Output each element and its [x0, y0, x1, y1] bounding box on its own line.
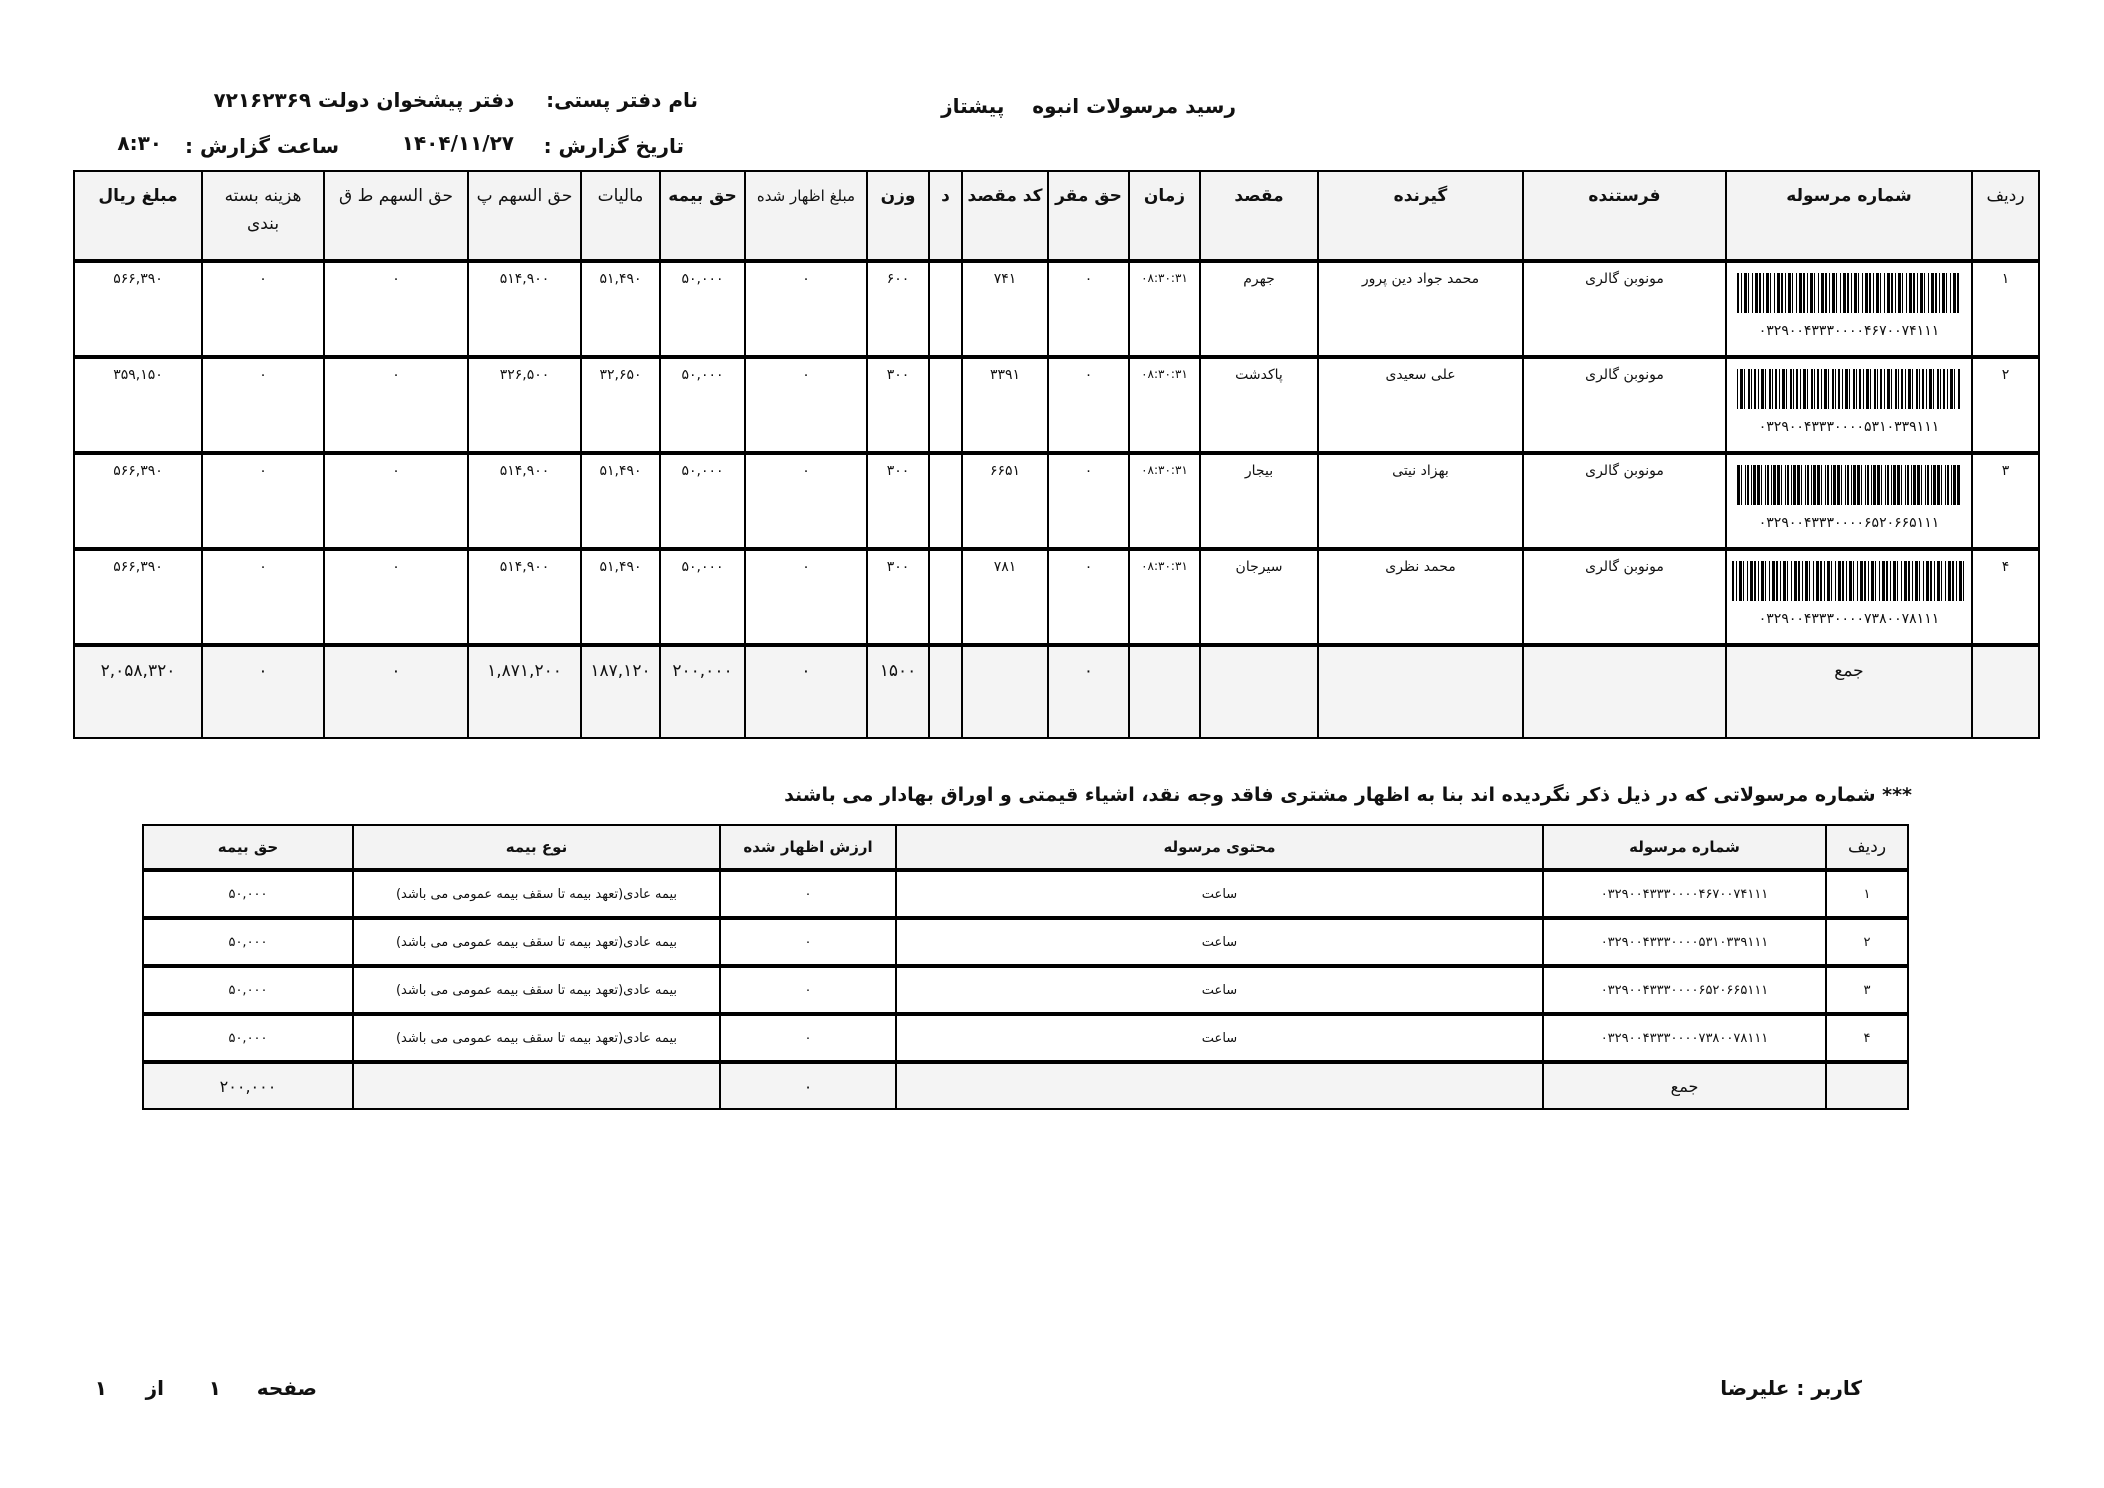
- cell-packing: ۰: [202, 261, 324, 357]
- user-label: کاربر : علیرضا: [1720, 1376, 1862, 1400]
- cell-insurance: ۵۰,۰۰۰: [143, 966, 353, 1014]
- cell-content: ساعت: [896, 966, 1543, 1014]
- table-row: [143, 918, 1908, 966]
- cell-amount: ۳۵۹,۱۵۰: [74, 357, 202, 453]
- cell-time: ۰۸:۳۰:۳۱: [1129, 261, 1200, 357]
- total-packing: ۰: [202, 645, 324, 738]
- cell-d: [929, 453, 962, 549]
- total-label: جمع: [1543, 1062, 1826, 1109]
- cell-row: ۲: [1972, 357, 2039, 453]
- cell-recipient: محمد جواد دین پرور: [1318, 261, 1523, 357]
- cell-recipient: محمد نظری: [1318, 549, 1523, 645]
- col-tracking: شماره مرسوله: [1543, 825, 1826, 870]
- table-row: [74, 453, 2039, 549]
- cell-declared: ۰: [745, 549, 867, 645]
- page-label: صفحه: [256, 1376, 317, 1400]
- cell-row: ۱: [1826, 870, 1908, 918]
- cell-row: ۳: [1972, 453, 2039, 549]
- table-row: [74, 261, 2039, 357]
- cell-share-p: ۵۱۴,۹۰۰: [468, 453, 581, 549]
- cell-insurance: ۵۰,۰۰۰: [143, 918, 353, 966]
- cell-share-tq: ۰: [324, 357, 468, 453]
- total-declared: ۰: [720, 1062, 896, 1109]
- col-insurance-type: نوع بیمه: [353, 825, 720, 870]
- cell-d: [929, 357, 962, 453]
- time-label: ساعت گزارش :: [185, 134, 339, 158]
- cell-insurance-type: بیمه عادی(تعهد بیمه تا سقف بیمه عمومی می باشد): [353, 966, 720, 1014]
- col-destination: مقصد: [1200, 171, 1318, 261]
- office-label: نام دفتر پستی:: [546, 88, 698, 112]
- cell-d: [929, 645, 962, 738]
- col-weight: وزن: [867, 171, 929, 261]
- cell-sender: مونوبن گالری: [1523, 549, 1726, 645]
- cell-weight: ۳۰۰: [867, 357, 929, 453]
- barcode-icon: [1732, 561, 1966, 601]
- cell-tax: ۵۱,۴۹۰: [581, 453, 660, 549]
- cell-time: ۰۸:۳۰:۳۱: [1129, 549, 1200, 645]
- cell-tax: ۳۲,۶۵۰: [581, 357, 660, 453]
- tracking-number: ۰۳۲۹۰۰۴۳۳۳۰۰۰۰۶۵۲۰۶۶۵۱۱۱: [1758, 515, 1940, 531]
- total-declared: ۰: [745, 645, 867, 738]
- table-header-row: [143, 825, 1908, 870]
- cell-weight: ۳۰۰: [867, 549, 929, 645]
- cell-d: [929, 261, 962, 357]
- col-tracking: شماره مرسوله: [1726, 171, 1972, 261]
- cell-declared: ۰: [720, 918, 896, 966]
- cell-content: ساعت: [896, 1014, 1543, 1062]
- barcode-icon: [1737, 369, 1961, 409]
- cell-destination: جهرم: [1200, 261, 1318, 357]
- cell-dest-code: ۳۳۹۱: [962, 357, 1048, 453]
- col-dest-code: کد مقصد: [962, 171, 1048, 261]
- cell-insurance: ۵۰,۰۰۰: [660, 261, 745, 357]
- cell-sender: [1523, 645, 1726, 738]
- cell-insurance-type: بیمه عادی(تعهد بیمه تا سقف بیمه عمومی می باشد): [353, 1014, 720, 1062]
- cell-destination: [1200, 645, 1318, 738]
- cell-time: [1129, 645, 1200, 738]
- total-share-p: ۱,۸۷۱,۲۰۰: [468, 645, 581, 738]
- page-current: ۱: [208, 1376, 221, 1400]
- cell-haq-maqar: ۰: [1048, 357, 1129, 453]
- cell-insurance: ۵۰,۰۰۰: [660, 549, 745, 645]
- cell-recipient: علی سعیدی: [1318, 357, 1523, 453]
- cell-tracking: [1726, 549, 1972, 645]
- table-row: [74, 357, 2039, 453]
- cell-amount: ۵۶۶,۳۹۰: [74, 453, 202, 549]
- cell-content: [896, 1062, 1543, 1109]
- page-of-label: از: [145, 1376, 164, 1400]
- cell-dest-code: [962, 645, 1048, 738]
- col-share-p: حق السهم پ: [468, 171, 581, 261]
- cell-insurance: ۵۰,۰۰۰: [660, 453, 745, 549]
- cell-insurance: ۵۰,۰۰۰: [143, 870, 353, 918]
- cell-row: ۴: [1972, 549, 2039, 645]
- cell-destination: سیرجان: [1200, 549, 1318, 645]
- cell-dest-code: ۷۴۱: [962, 261, 1048, 357]
- cell-declared: ۰: [745, 453, 867, 549]
- cell-tracking: ۰۳۲۹۰۰۴۳۳۳۰۰۰۰۵۳۱۰۳۳۹۱۱۱: [1543, 918, 1826, 966]
- cell-tracking: ۰۳۲۹۰۰۴۳۳۳۰۰۰۰۴۶۷۰۰۷۴۱۱۱: [1543, 870, 1826, 918]
- cell-share-p: ۳۲۶,۵۰۰: [468, 357, 581, 453]
- cell-insurance-type: بیمه عادی(تعهد بیمه تا سقف بیمه عمومی می باشد): [353, 918, 720, 966]
- cell-weight: ۶۰۰: [867, 261, 929, 357]
- col-content: محتوی مرسوله: [896, 825, 1543, 870]
- cell-share-p: ۵۱۴,۹۰۰: [468, 549, 581, 645]
- page-total: ۱: [94, 1376, 107, 1400]
- cell-declared: ۰: [745, 357, 867, 453]
- col-time: زمان: [1129, 171, 1200, 261]
- total-weight: ۱۵۰۰: [867, 645, 929, 738]
- cell-amount: ۵۶۶,۳۹۰: [74, 261, 202, 357]
- cell-time: ۰۸:۳۰:۳۱: [1129, 357, 1200, 453]
- cell-share-tq: ۰: [324, 549, 468, 645]
- cell-tax: ۵۱,۴۹۰: [581, 549, 660, 645]
- cell-haq-maqar: ۰: [1048, 453, 1129, 549]
- cell-sender: مونوبن گالری: [1523, 357, 1726, 453]
- cell-haq-maqar: ۰: [1048, 261, 1129, 357]
- cell-tax: ۵۱,۴۹۰: [581, 261, 660, 357]
- col-row: ردیف: [1972, 171, 2039, 261]
- cell-insurance: ۵۰,۰۰۰: [143, 1014, 353, 1062]
- cell-declared: ۰: [720, 1014, 896, 1062]
- cell-row: [1972, 645, 2039, 738]
- col-share-tq: حق السهم ط ق: [324, 171, 468, 261]
- cell-destination: پاکدشت: [1200, 357, 1318, 453]
- cell-recipient: [1318, 645, 1523, 738]
- office-name: دفتر پیشخوان دولت ۷۲۱۶۲۳۶۹: [213, 88, 515, 112]
- cell-packing: ۰: [202, 549, 324, 645]
- date-label: تاریخ گزارش :: [543, 134, 684, 158]
- cell-recipient: بهزاد نیتی: [1318, 453, 1523, 549]
- cell-share-tq: ۰: [324, 453, 468, 549]
- cell-insurance-type: بیمه عادی(تعهد بیمه تا سقف بیمه عمومی می باشد): [353, 870, 720, 918]
- tracking-number: ۰۳۲۹۰۰۴۳۳۳۰۰۰۰۵۳۱۰۳۳۹۱۱۱: [1758, 419, 1940, 435]
- cell-destination: بیجار: [1200, 453, 1318, 549]
- cell-packing: ۰: [202, 357, 324, 453]
- barcode-icon: [1737, 273, 1961, 313]
- cell-insurance-type: [353, 1062, 720, 1109]
- col-packing: هزینه بسته بندی: [202, 171, 324, 261]
- total-insurance: ۲۰۰,۰۰۰: [660, 645, 745, 738]
- time-value: ۸:۳۰: [117, 131, 162, 155]
- col-recipient: گیرنده: [1318, 171, 1523, 261]
- cell-share-tq: ۰: [324, 261, 468, 357]
- report-title: [941, 94, 1236, 118]
- barcode-icon: [1737, 465, 1961, 505]
- cell-amount: ۵۶۶,۳۹۰: [74, 549, 202, 645]
- cell-row: ۲: [1826, 918, 1908, 966]
- cell-haq-maqar: ۰: [1048, 549, 1129, 645]
- col-insurance: حق بیمه: [143, 825, 353, 870]
- col-declared: مبلغ اظهار شده: [745, 171, 867, 261]
- cell-declared: ۰: [745, 261, 867, 357]
- table-row: [143, 1014, 1908, 1062]
- insured-items-table: [142, 824, 1909, 1110]
- cell-row: [1826, 1062, 1908, 1109]
- total-share-tq: ۰: [324, 645, 468, 738]
- cell-content: ساعت: [896, 870, 1543, 918]
- col-haq-maqar: حق مقر: [1048, 171, 1129, 261]
- col-row: ردیف: [1826, 825, 1908, 870]
- shipments-table: [73, 170, 2040, 739]
- table-total-row: [74, 645, 2039, 738]
- cell-tracking: [1726, 261, 1972, 357]
- total-insurance: ۲۰۰,۰۰۰: [143, 1062, 353, 1109]
- cell-weight: ۳۰۰: [867, 453, 929, 549]
- col-tax: مالیات: [581, 171, 660, 261]
- cell-tracking: ۰۳۲۹۰۰۴۳۳۳۰۰۰۰۷۳۸۰۰۷۸۱۱۱: [1543, 1014, 1826, 1062]
- cell-insurance: ۵۰,۰۰۰: [660, 357, 745, 453]
- cell-row: ۳: [1826, 966, 1908, 1014]
- cell-row: ۴: [1826, 1014, 1908, 1062]
- cell-tracking: [1726, 453, 1972, 549]
- cell-dest-code: ۷۸۱: [962, 549, 1048, 645]
- total-tax: ۱۸۷,۱۲۰: [581, 645, 660, 738]
- cell-time: ۰۸:۳۰:۳۱: [1129, 453, 1200, 549]
- table-total-row: [143, 1062, 1908, 1109]
- table-row: [143, 870, 1908, 918]
- cell-sender: مونوبن گالری: [1523, 453, 1726, 549]
- notice-text: *** شماره مرسولاتی که در ذیل ذکر نگردیده اند بنا به اظهار مشتری فاقد وجه نقد، اشیاء قیمتی و اوراق بهادار می باشند: [784, 784, 1912, 806]
- tracking-number: ۰۳۲۹۰۰۴۳۳۳۰۰۰۰۴۶۷۰۰۷۴۱۱۱: [1758, 323, 1940, 339]
- col-amount: مبلغ ریال: [74, 171, 202, 261]
- cell-share-p: ۵۱۴,۹۰۰: [468, 261, 581, 357]
- total-haq-maqar: ۰: [1048, 645, 1129, 738]
- cell-tracking: ۰۳۲۹۰۰۴۳۳۳۰۰۰۰۶۵۲۰۶۶۵۱۱۱: [1543, 966, 1826, 1014]
- date-value: ۱۴۰۴/۱۱/۲۷: [401, 131, 514, 155]
- total-amount: ۲,۰۵۸,۳۲۰: [74, 645, 202, 738]
- cell-content: ساعت: [896, 918, 1543, 966]
- col-d: د: [929, 171, 962, 261]
- tracking-number: ۰۳۲۹۰۰۴۳۳۳۰۰۰۰۷۳۸۰۰۷۸۱۱۱: [1758, 611, 1940, 627]
- table-row: [74, 549, 2039, 645]
- cell-packing: ۰: [202, 453, 324, 549]
- col-sender: فرستنده: [1523, 171, 1726, 261]
- table-header-row: [74, 171, 2039, 261]
- col-insurance: حق بیمه: [660, 171, 745, 261]
- cell-dest-code: ۶۶۵۱: [962, 453, 1048, 549]
- cell-tracking: [1726, 357, 1972, 453]
- report-title-text: رسید مرسولات انبوه: [1032, 94, 1236, 118]
- cell-sender: مونوبن گالری: [1523, 261, 1726, 357]
- cell-declared: ۰: [720, 966, 896, 1014]
- total-label: جمع: [1726, 645, 1972, 738]
- table-row: [143, 966, 1908, 1014]
- service-type: پیشتاز: [941, 94, 1005, 118]
- cell-d: [929, 549, 962, 645]
- cell-row: ۱: [1972, 261, 2039, 357]
- office-name-line: [213, 88, 698, 112]
- col-declared: ارزش اظهار شده: [720, 825, 896, 870]
- cell-declared: ۰: [720, 870, 896, 918]
